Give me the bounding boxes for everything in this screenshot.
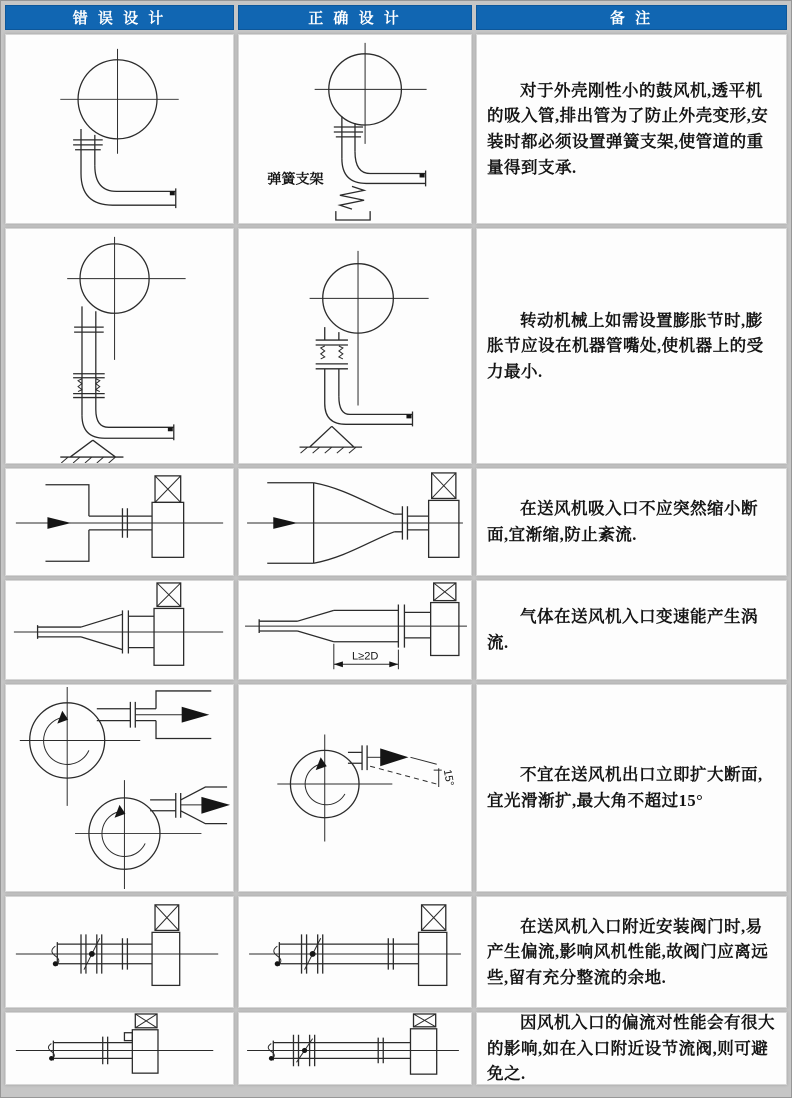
row1-correct-diagram [238,34,472,224]
gradual-outlet-expansion-15deg-drawing [239,685,471,891]
spring-support-label: 弹簧支架 [267,170,324,187]
valve-close-to-fan-inlet-drawing [6,897,233,1007]
cone-with-straight-length-drawing [239,581,471,679]
row4-remark-cell [476,580,787,680]
row5-remark-cell [476,684,787,892]
row2-correct-diagram [238,228,472,464]
fan-downpipe-spring-support-drawing [239,35,471,223]
row6-remark-text: 在送风机入口附近安装阀门时,易产生偏流,影响风机性能,故阀门应离远些,留有充分整流的余地. [487,916,769,987]
row2-wrong-diagram [5,228,234,464]
row1-wrong-diagram [5,34,234,224]
row5-wrong-diagram [5,684,234,892]
row2-remark-text: 转动机械上如需设置膨胀节时,膨胀节应设在机器管嘴处,使机器上的受力最小. [487,310,764,381]
row7-remark-cell [476,1012,787,1085]
expansion-joint-far-from-nozzle-drawing [6,229,233,463]
header-correct-design [238,5,472,30]
row4-correct-diagram [238,580,472,680]
gradual-inlet-reduction-drawing [239,469,471,575]
fan-downpipe-no-support-drawing [6,35,233,223]
valve-far-from-fan-inlet-drawing [239,897,471,1007]
row7-correct-diagram [238,1012,472,1085]
row5-correct-diagram [238,684,472,892]
row3-remark-cell [476,468,787,576]
row3-wrong-diagram [5,468,234,576]
header-remark [476,5,787,30]
header-remark-label: 备 注 [609,10,654,27]
row6-wrong-diagram [5,896,234,1008]
header-correct-design-label: 正 确 设 计 [308,10,402,27]
abrupt-inlet-reduction-drawing [6,469,233,575]
row5-remark-text: 不宜在送风机出口立即扩大断面,宜光滑渐扩,最大角不超过15° [487,765,763,810]
cone-direct-to-fan-drawing [6,581,233,679]
row6-correct-diagram [238,896,472,1008]
expansion-joint-at-nozzle-drawing [239,229,471,463]
inlet-without-throttle-valve-drawing [6,1013,233,1084]
row2-remark-cell [476,228,787,464]
row1-remark-text: 对于外壳刚性小的鼓风机,透平机的吸入管,排出管为了防止外壳变形,安装时都必须设置弹簧支架,使管道的重量得到支承. [487,80,769,177]
row3-remark-text: 在送风机吸入口不应突然缩小断面,宜渐缩,防止紊流. [487,499,758,544]
abrupt-outlet-expansion-drawing [6,685,233,891]
row7-wrong-diagram [5,1012,234,1085]
row6-remark-cell [476,896,787,1008]
row7-remark-text: 因风机入口的偏流对性能会有很大的影响,如在入口附近设节流阀,则可避免之. [487,1013,775,1084]
row4-wrong-diagram [5,580,234,680]
row3-correct-diagram [238,468,472,576]
header-wrong-design-label: 错 误 设 计 [72,10,167,27]
row4-remark-text: 气体在送风机入口变速能产生涡流. [487,607,758,652]
straight-length-dimension-label: L≥2D [351,650,379,663]
header-wrong-design [5,5,234,30]
row1-remark-cell [476,34,787,224]
expansion-angle-label: 15° [440,768,456,787]
inlet-with-throttle-valve-drawing [239,1013,471,1084]
